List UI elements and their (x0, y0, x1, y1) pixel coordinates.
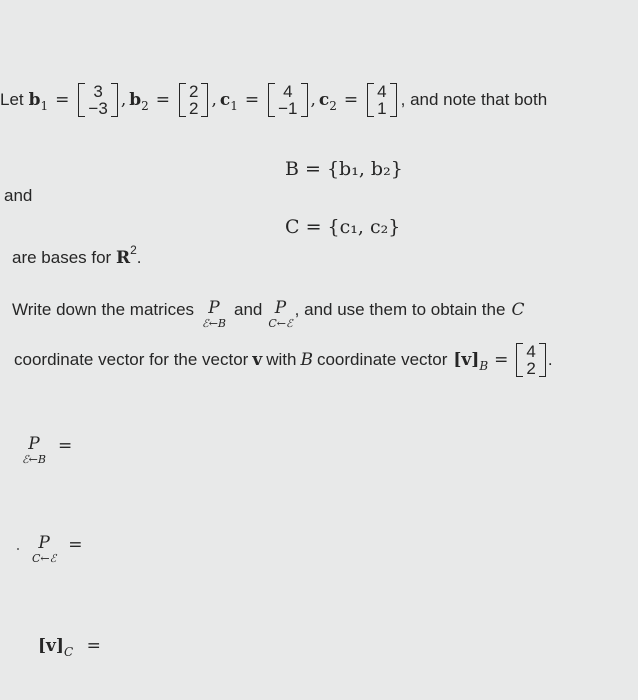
answer-input-1[interactable] (100, 430, 300, 470)
answer-P-E-from-B: P ℰ←B = (22, 434, 73, 466)
task-line-2: coordinate vector for the vector v with B coordinate vector $[v]_B$ = 4 2 . (14, 342, 553, 378)
c2-label: $c_2$ (318, 90, 337, 113)
answer-input-3[interactable] (110, 630, 310, 670)
c1-vector: 4 −1 (268, 83, 307, 117)
basis-B: B = {b₁, b₂} (285, 158, 403, 180)
and-text: and (4, 186, 33, 205)
definition-line: Let $b_1$ = 3 −3 , $b_2$ = 2 2 , $c_1$ = 4 −1 , $c_2$ = 4 1 , and note that both (0, 82, 548, 118)
task-line-1: Write down the matrices P ℰ←B and P C←ℰ , and use them to obtain the C (12, 298, 525, 330)
matrix-P-C-from-E: P C←ℰ (268, 298, 293, 330)
c1-label: $c_1$ (219, 90, 238, 113)
b2-vector: 2 2 (179, 83, 208, 117)
stray-dot (17, 548, 19, 550)
note-text: , and note that both (400, 90, 548, 109)
b1-label: $b_1$ (28, 90, 49, 113)
answer-P-C-from-E: P C←ℰ = (32, 533, 83, 565)
c2-vector: 4 1 (367, 83, 396, 117)
real-numbers-symbol: R (115, 248, 131, 268)
b1-vector: 3 −3 (78, 83, 117, 117)
bases-statement: are bases for $R^2$. (12, 243, 142, 268)
let-text: Let (0, 90, 24, 109)
answer-input-2[interactable] (110, 530, 310, 570)
equals-sign: = (55, 90, 70, 110)
matrix-P-E-from-B: P ℰ←B (202, 298, 226, 330)
vB-vector: 4 2 (516, 343, 545, 377)
basis-C: C = {c₁, c₂} (285, 216, 401, 238)
b2-label: $b_2$ (129, 90, 149, 113)
answer-v-C: $[v]_C$ = (38, 636, 101, 659)
